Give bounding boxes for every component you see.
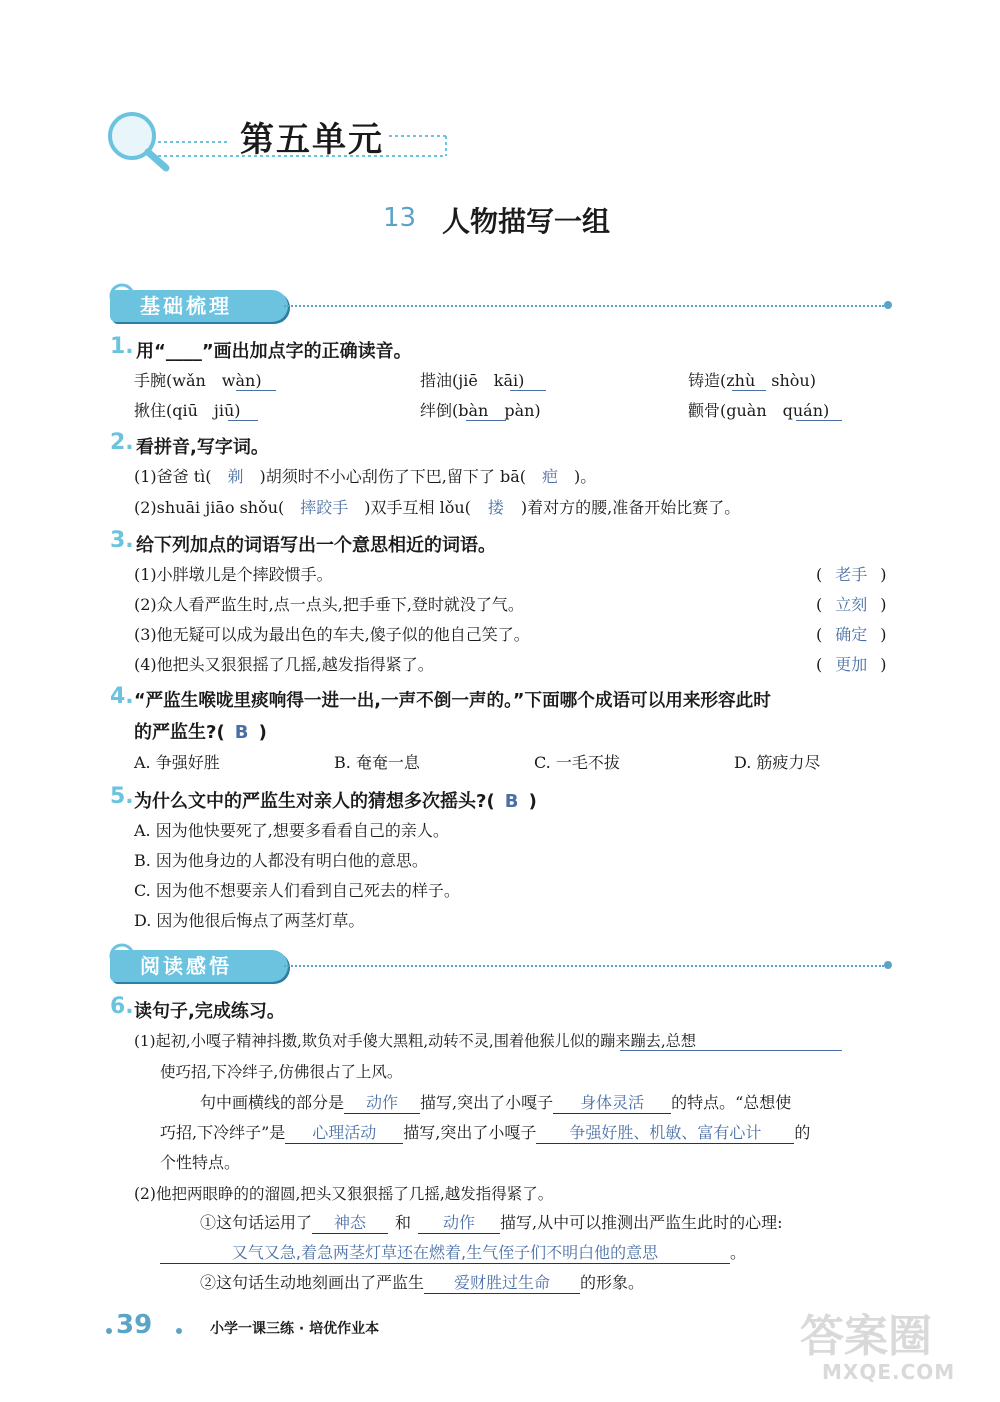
- footer-dot: [176, 1328, 182, 1334]
- book-title: 小学一课三练 · 培优作业本: [210, 1321, 380, 1337]
- q6-answer-line5: 又气又急,着急两茎灯草还在燃着,生气侄子们不明白他的意思 。: [160, 1240, 746, 1264]
- q2-answer: 搂: [487, 498, 504, 517]
- q2-prompt: 看拼音,写字词。: [136, 437, 269, 458]
- q6-answer-line1: 句中画横线的部分是 动作 描写,突出了小嘎子 身体灵活 的特点。“总想使: [200, 1090, 791, 1114]
- answer-underline: [796, 420, 842, 421]
- q6-answer: 争强好胜、机敏、富有心计: [536, 1120, 794, 1144]
- q1-prompt: 用“____”画出加点字的正确读音。: [136, 341, 412, 362]
- q3-item: (4)他把头又狠狠摇了几摇,越发指得紧了。: [134, 655, 434, 674]
- lesson-number: 13: [383, 203, 417, 233]
- divider: [284, 305, 884, 307]
- q4-prompt: “严监生喉咙里痰响得一进一出,一声不倒一声的。”下面哪个成语可以用来形容此时: [134, 691, 771, 711]
- q1-item: 铸造(zhù shòu): [688, 371, 816, 390]
- q6-answer: 神态: [312, 1210, 388, 1234]
- section-basic-tab: 基础梳理: [110, 290, 288, 322]
- q3-item: (1)小胖墩儿是个摔跤惯手。: [134, 565, 333, 584]
- q5-option: D. 因为他很后悔点了两茎灯草。: [134, 911, 365, 930]
- q3-answer-box: ( 立刻 ): [816, 595, 887, 614]
- q6-answer: 身体灵活: [553, 1090, 671, 1114]
- q6-answer: 又气又急,着急两茎灯草还在燃着,生气侄子们不明白他的意思: [160, 1240, 730, 1264]
- q1-number: 1.: [110, 334, 134, 359]
- divider: [284, 965, 884, 967]
- answer-underline: [466, 420, 506, 421]
- q3-answer-box: ( 更加 ): [816, 655, 887, 674]
- q2-answer: 摔跤手: [300, 498, 349, 517]
- q6-passage1: (1)起初,小嘎子精神抖擞,欺负对手傻大黑粗,动转不灵,围着他猴儿似的蹦来蹦去,总想: [134, 1032, 697, 1050]
- q6-answer: 爱财胜过生命: [424, 1270, 580, 1294]
- q6-answer-line2: 巧招,下冷绊子”是 心理活动 描写,突出了小嘎子 争强好胜、机敏、富有心计 的: [160, 1120, 810, 1144]
- q6-answer-line6: ②这句话生动地刻画出了严监生 爱财胜过生命 的形象。: [200, 1270, 644, 1294]
- q2-number: 2.: [110, 430, 134, 455]
- answer-underline: [228, 420, 258, 421]
- lesson-title: 人物描写一组: [442, 205, 611, 238]
- section-reading-tab: 阅读感悟: [110, 950, 288, 982]
- q6-answer: 动作: [418, 1210, 500, 1234]
- divider-end: [884, 301, 892, 309]
- q4-option: B. 奄奄一息: [334, 753, 420, 772]
- passage-underline: [620, 1050, 842, 1051]
- q6-answer: 动作: [344, 1090, 420, 1114]
- watermark-logo: 答案圈: [800, 1311, 932, 1362]
- q6-answer-line4: ①这句话运用了 神态 和 动作 描写,从中可以推测出严监生此时的心理:: [200, 1210, 783, 1234]
- q5-prompt: 为什么文中的严监生对亲人的猜想多次摇头?( B ): [134, 791, 537, 812]
- q1-item: 手腕(wǎn wàn): [134, 371, 262, 390]
- page-number: 39: [116, 1310, 153, 1340]
- q6-answer-line3: 个性特点。: [160, 1153, 241, 1172]
- q3-item: (3)他无疑可以成为最出色的车夫,傻子似的他自己笑了。: [134, 625, 530, 644]
- q5-option: A. 因为他快要死了,想要多看看自己的亲人。: [134, 821, 449, 840]
- q4-option: C. 一毛不拔: [534, 753, 620, 772]
- q6-passage1b: 使巧招,下冷绊子,仿佛很占了上风。: [160, 1063, 403, 1081]
- q5-option: C. 因为他不想要亲人们看到自己死去的样子。: [134, 881, 460, 900]
- q4-option: A. 争强好胜: [134, 753, 220, 772]
- q3-answer-box: ( 确定 ): [816, 625, 887, 644]
- q3-prompt: 给下列加点的词语写出一个意思相近的词语。: [136, 535, 496, 556]
- q1-item: 揪住(qiū jiū): [134, 401, 241, 420]
- q1-item: 绊倒(bàn pàn): [420, 401, 541, 420]
- q4-number: 4.: [110, 684, 134, 709]
- q4-prompt-line2: 的严监生?( B ): [134, 722, 267, 743]
- q3-number: 3.: [110, 528, 134, 553]
- q3-answer-box: ( 老手 ): [816, 565, 887, 584]
- q5-number: 5.: [110, 784, 134, 809]
- unit-title: 第五单元: [240, 120, 384, 160]
- q2-answer: 剃: [227, 467, 244, 486]
- answer-underline: [236, 390, 276, 391]
- q6-prompt: 读句子,完成练习。: [134, 1001, 285, 1022]
- q6-passage2: (2)他把两眼睁的的溜圆,把头又狠狠摇了几摇,越发指得紧了。: [134, 1185, 554, 1203]
- q6-answer: 心理活动: [285, 1120, 403, 1144]
- watermark-url: MXQE.COM: [822, 1360, 956, 1384]
- q1-item: 颧骨(guàn quán): [688, 401, 830, 420]
- answer-underline: [732, 390, 766, 391]
- q4-answer: B: [234, 722, 249, 743]
- divider-end: [884, 961, 892, 969]
- q3-item: (2)众人看严监生时,点一点头,把手垂下,登时就没了气。: [134, 595, 524, 614]
- q2-line1: (1)爸爸 tì( 剃 )胡须时不小心刮伤了下巴,留下了 bā( 疤 )。: [134, 464, 596, 487]
- footer-dot: [106, 1328, 112, 1334]
- q5-answer: B: [504, 791, 519, 812]
- answer-underline: [510, 390, 546, 391]
- q2-line2: (2)shuāi jiāo shǒu( 摔跤手 )双手互相 lǒu( 搂 )着对方的腰,准备开始比赛了。: [134, 495, 740, 518]
- q4-option: D. 筋疲力尽: [734, 753, 821, 772]
- q6-number: 6.: [110, 994, 134, 1019]
- q1-item: 揩油(jiē kāi): [420, 371, 525, 390]
- q5-option: B. 因为他身边的人都没有明白他的意思。: [134, 851, 428, 870]
- q2-answer: 疤: [541, 467, 558, 486]
